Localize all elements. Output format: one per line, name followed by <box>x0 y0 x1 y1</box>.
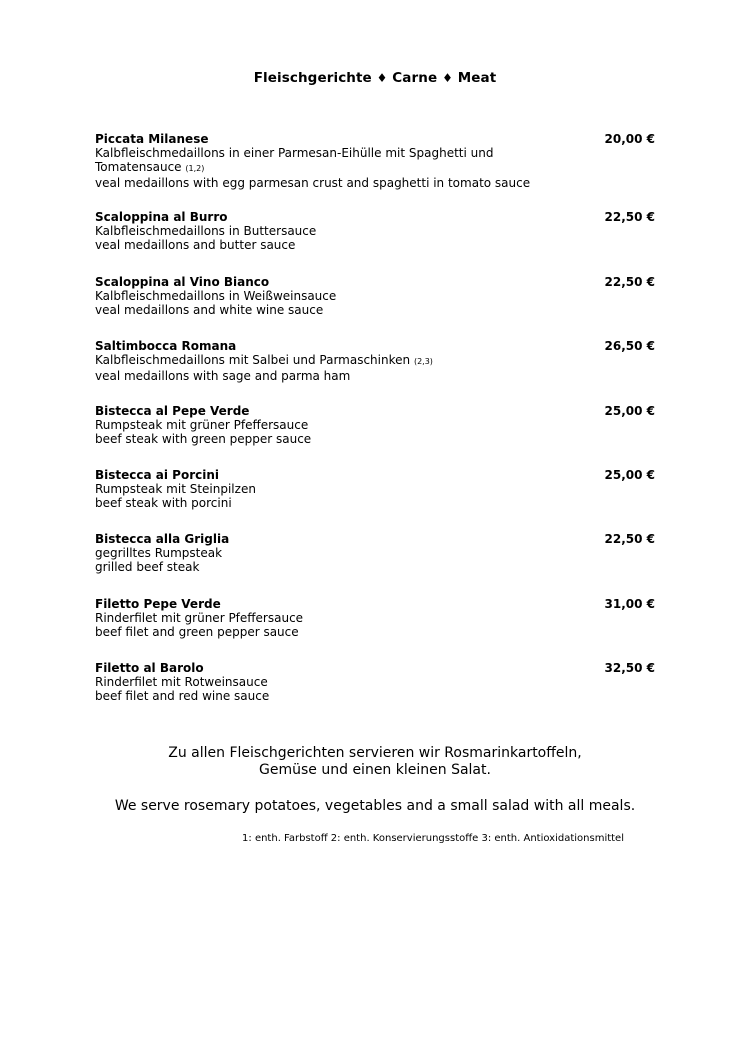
title-german: Fleischgerichte <box>253 70 372 86</box>
dish-description-german-text: Rumpsteak mit grüner Pfeffersauce <box>95 418 309 432</box>
dish-name: Scaloppina al Vino Bianco <box>95 275 270 289</box>
menu-item <box>95 468 655 510</box>
dish-description-german <box>95 611 515 625</box>
title-italian: Carne <box>392 70 438 86</box>
menu-item <box>95 339 655 383</box>
dish-price: 22,50 € <box>604 532 655 546</box>
dish-description-german-text: Kalbfleischmedaillons in Buttersauce <box>95 224 317 238</box>
dish-description-german-text: Rinderfilet mit grüner Pfeffersauce <box>95 611 304 625</box>
additive-note: (2,3) <box>413 357 433 366</box>
dish-description-german <box>95 353 515 369</box>
dish-name: Filetto al Barolo <box>95 661 204 675</box>
dish-name: Piccata Milanese <box>95 132 209 146</box>
dish-description-german-text: Kalbfleischmedaillons mit Salbei und Parmaschinken <box>95 353 411 367</box>
dish-price: 32,50 € <box>604 661 655 675</box>
footer-german-line2: Gemüse und einen kleinen Salat. <box>259 762 491 778</box>
dish-description-german <box>95 146 515 176</box>
additive-note: (1,2) <box>185 164 205 173</box>
dish-description-german <box>95 482 515 496</box>
dish-description-german-text: gegrilltes Rumpsteak <box>95 546 223 560</box>
dish-description-english: veal medaillons with sage and parma ham <box>95 369 351 383</box>
additives-legend: 1: enth. Farbstoff 2: enth. Konservierungsstoffe 3: enth. Antioxidationsmittel <box>242 833 624 844</box>
menu-item <box>95 132 655 190</box>
dish-description-german <box>95 546 515 560</box>
footer-german-line1: Zu allen Fleischgerichten servieren wir Rosmarinkartoffeln, <box>168 745 582 761</box>
diamond-separator-icon: ♦ <box>442 71 453 85</box>
dish-description-german <box>95 675 515 689</box>
dish-description-english: veal medaillons and butter sauce <box>95 238 296 252</box>
dish-description-english: veal medaillons and white wine sauce <box>95 303 324 317</box>
menu-item <box>95 532 655 574</box>
diamond-separator-icon: ♦ <box>376 71 388 85</box>
dish-price: 31,00 € <box>604 597 655 611</box>
footer-german <box>0 745 750 779</box>
menu-item <box>95 597 655 639</box>
dish-description-english: beef steak with green pepper sauce <box>95 432 312 446</box>
menu-item <box>95 661 655 703</box>
dish-description-english: beef filet and green pepper sauce <box>95 625 299 639</box>
dish-price: 22,50 € <box>604 210 655 224</box>
dish-description-german-text: Rumpsteak mit Steinpilzen <box>95 482 256 496</box>
dish-price: 25,00 € <box>604 404 655 418</box>
dish-price: 22,50 € <box>604 275 655 289</box>
dish-description-english: beef filet and red wine sauce <box>95 689 270 703</box>
dish-description-german-text: Kalbfleischmedaillons in einer Parmesan-Eihülle mit Spaghetti und Tomatensauce <box>95 146 494 174</box>
dish-name: Bistecca ai Porcini <box>95 468 220 482</box>
dish-price: 26,50 € <box>604 339 655 353</box>
menu-item <box>95 275 655 317</box>
dish-name: Scaloppina al Burro <box>95 210 228 224</box>
dish-description-german-text: Rinderfilet mit Rotweinsauce <box>95 675 268 689</box>
dish-name: Filetto Pepe Verde <box>95 597 221 611</box>
dish-description-german <box>95 418 515 432</box>
footer-english: We serve rosemary potatoes, vegetables and a small salad with all meals. <box>114 798 636 814</box>
page-title <box>0 70 750 86</box>
dish-description-german <box>95 289 515 303</box>
dish-name: Bistecca al Pepe Verde <box>95 404 250 418</box>
menu-item <box>95 404 655 446</box>
dish-price: 25,00 € <box>604 468 655 482</box>
dish-price: 20,00 € <box>604 132 655 146</box>
dish-description-english: beef steak with porcini <box>95 496 232 510</box>
dish-description-english: grilled beef steak <box>95 560 200 574</box>
dish-name: Saltimbocca Romana <box>95 339 237 353</box>
menu-item <box>95 210 655 252</box>
dish-name: Bistecca alla Griglia <box>95 532 230 546</box>
dish-description-english: veal medaillons with egg parmesan crust and spaghetti in tomato sauce <box>95 176 531 190</box>
title-english: Meat <box>457 70 497 86</box>
dish-description-german-text: Kalbfleischmedaillons in Weißweinsauce <box>95 289 337 303</box>
dish-description-german <box>95 224 515 238</box>
